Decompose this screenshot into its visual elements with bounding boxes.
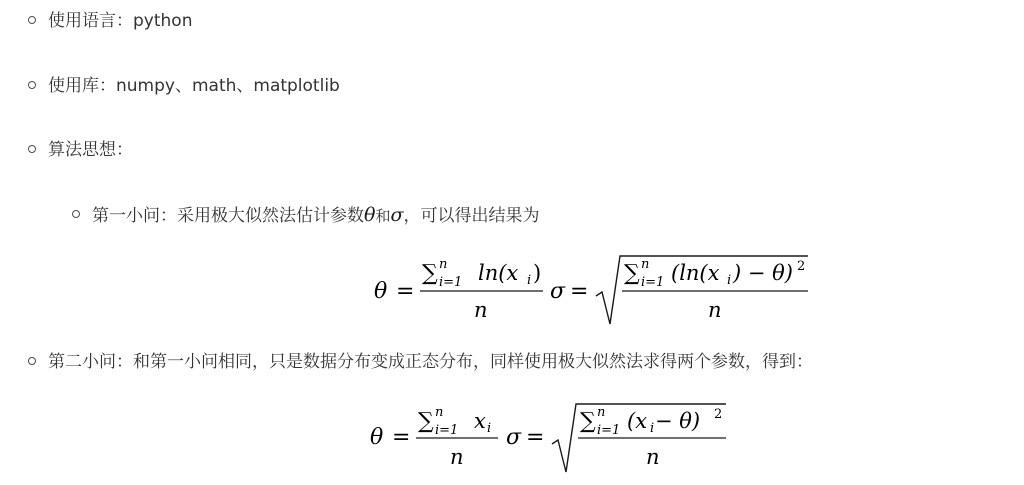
list-item-language bbox=[48, 10, 192, 32]
formula2-sqrt-sum: ∑ bbox=[580, 409, 596, 434]
question1-prefix: 第一小问：采用极大似然法估计参数 bbox=[92, 206, 364, 226]
formula2-sqrt-denominator: n bbox=[646, 445, 660, 469]
formula2-sqrt-close: − θ) bbox=[655, 409, 701, 433]
formula1-sqrt-sum: ∑ bbox=[624, 261, 640, 286]
libraries-value: numpy、math、matplotlib bbox=[116, 76, 340, 96]
list-bullet bbox=[28, 357, 36, 365]
formula1-power: 2 bbox=[797, 259, 806, 274]
formula2-denominator: n bbox=[450, 445, 464, 469]
list-bullet bbox=[28, 16, 36, 24]
formula2-sqrt-numerator: (x bbox=[627, 409, 648, 433]
question1-and: 和 bbox=[375, 207, 391, 225]
formula2-sigma: σ bbox=[506, 425, 522, 450]
formula2-sqrt-sum-upper: n bbox=[597, 405, 606, 420]
formula2-theta: θ bbox=[370, 425, 384, 450]
formula1-denominator: n bbox=[474, 298, 488, 322]
formula1-sqrt-numerator: (ln(x bbox=[671, 261, 720, 285]
formula1-close: ) bbox=[533, 261, 542, 285]
formula1-theta: θ bbox=[374, 279, 388, 304]
libraries-label: 使用库： bbox=[48, 76, 116, 96]
formula2-equals2: = bbox=[526, 425, 545, 450]
formula2-subscript: i bbox=[487, 421, 492, 436]
formula-question2-svg bbox=[356, 396, 736, 480]
formula1-sqrt-close: ) − θ) bbox=[733, 261, 793, 285]
question1-suffix: ，可以得出结果为 bbox=[403, 206, 540, 226]
formula-question1-svg bbox=[360, 246, 820, 330]
formula2-sum-lower: i=1 bbox=[435, 423, 459, 438]
language-label: 使用语言： bbox=[48, 11, 133, 31]
list-bullet bbox=[28, 145, 36, 153]
language-value: python bbox=[133, 11, 193, 31]
list-bullet bbox=[28, 81, 36, 89]
list-item-algorithm bbox=[48, 139, 133, 161]
formula1-sum-upper: n bbox=[439, 257, 448, 272]
sigma-symbol: σ bbox=[390, 204, 404, 226]
formula-question1 bbox=[360, 246, 820, 330]
formula2-equals: = bbox=[392, 425, 411, 450]
question2-text: 第二小问：和第一小问相同，只是数据分布变成正态分布，同样使用极大似然法求得两个参数，得到： bbox=[48, 352, 813, 372]
formula1-subscript: i bbox=[527, 273, 532, 288]
formula1-sigma: σ bbox=[550, 279, 566, 304]
theta-symbol: θ bbox=[364, 204, 376, 226]
formula1-sum-lower: i=1 bbox=[439, 275, 463, 290]
formula1-equals: = bbox=[396, 279, 415, 304]
algorithm-label: 算法思想： bbox=[48, 140, 133, 160]
formula1-sqrt-sum-upper: n bbox=[641, 257, 650, 272]
formula2-numerator: x bbox=[474, 409, 486, 433]
formula-question2 bbox=[356, 396, 736, 480]
formula1-sqrt-sum-lower: i=1 bbox=[641, 275, 665, 290]
formula2-sqrt-sum-lower: i=1 bbox=[597, 423, 621, 438]
sublist-item-question1 bbox=[92, 204, 539, 227]
formula1-equals2: = bbox=[570, 279, 589, 304]
sublist-bullet bbox=[72, 210, 80, 218]
formula1-sqrt-subscript: i bbox=[727, 273, 732, 288]
formula1-sum: ∑ bbox=[422, 261, 438, 286]
formula2-sum: ∑ bbox=[418, 409, 434, 434]
formula1-sqrt-denominator: n bbox=[708, 298, 722, 322]
formula2-sqrt-subscript: i bbox=[650, 421, 655, 436]
list-item-libraries bbox=[48, 75, 340, 97]
formula2-sum-upper: n bbox=[435, 405, 444, 420]
list-item-question2 bbox=[48, 351, 813, 373]
formula1-numerator: ln(x bbox=[478, 261, 519, 285]
formula2-power: 2 bbox=[714, 407, 723, 422]
